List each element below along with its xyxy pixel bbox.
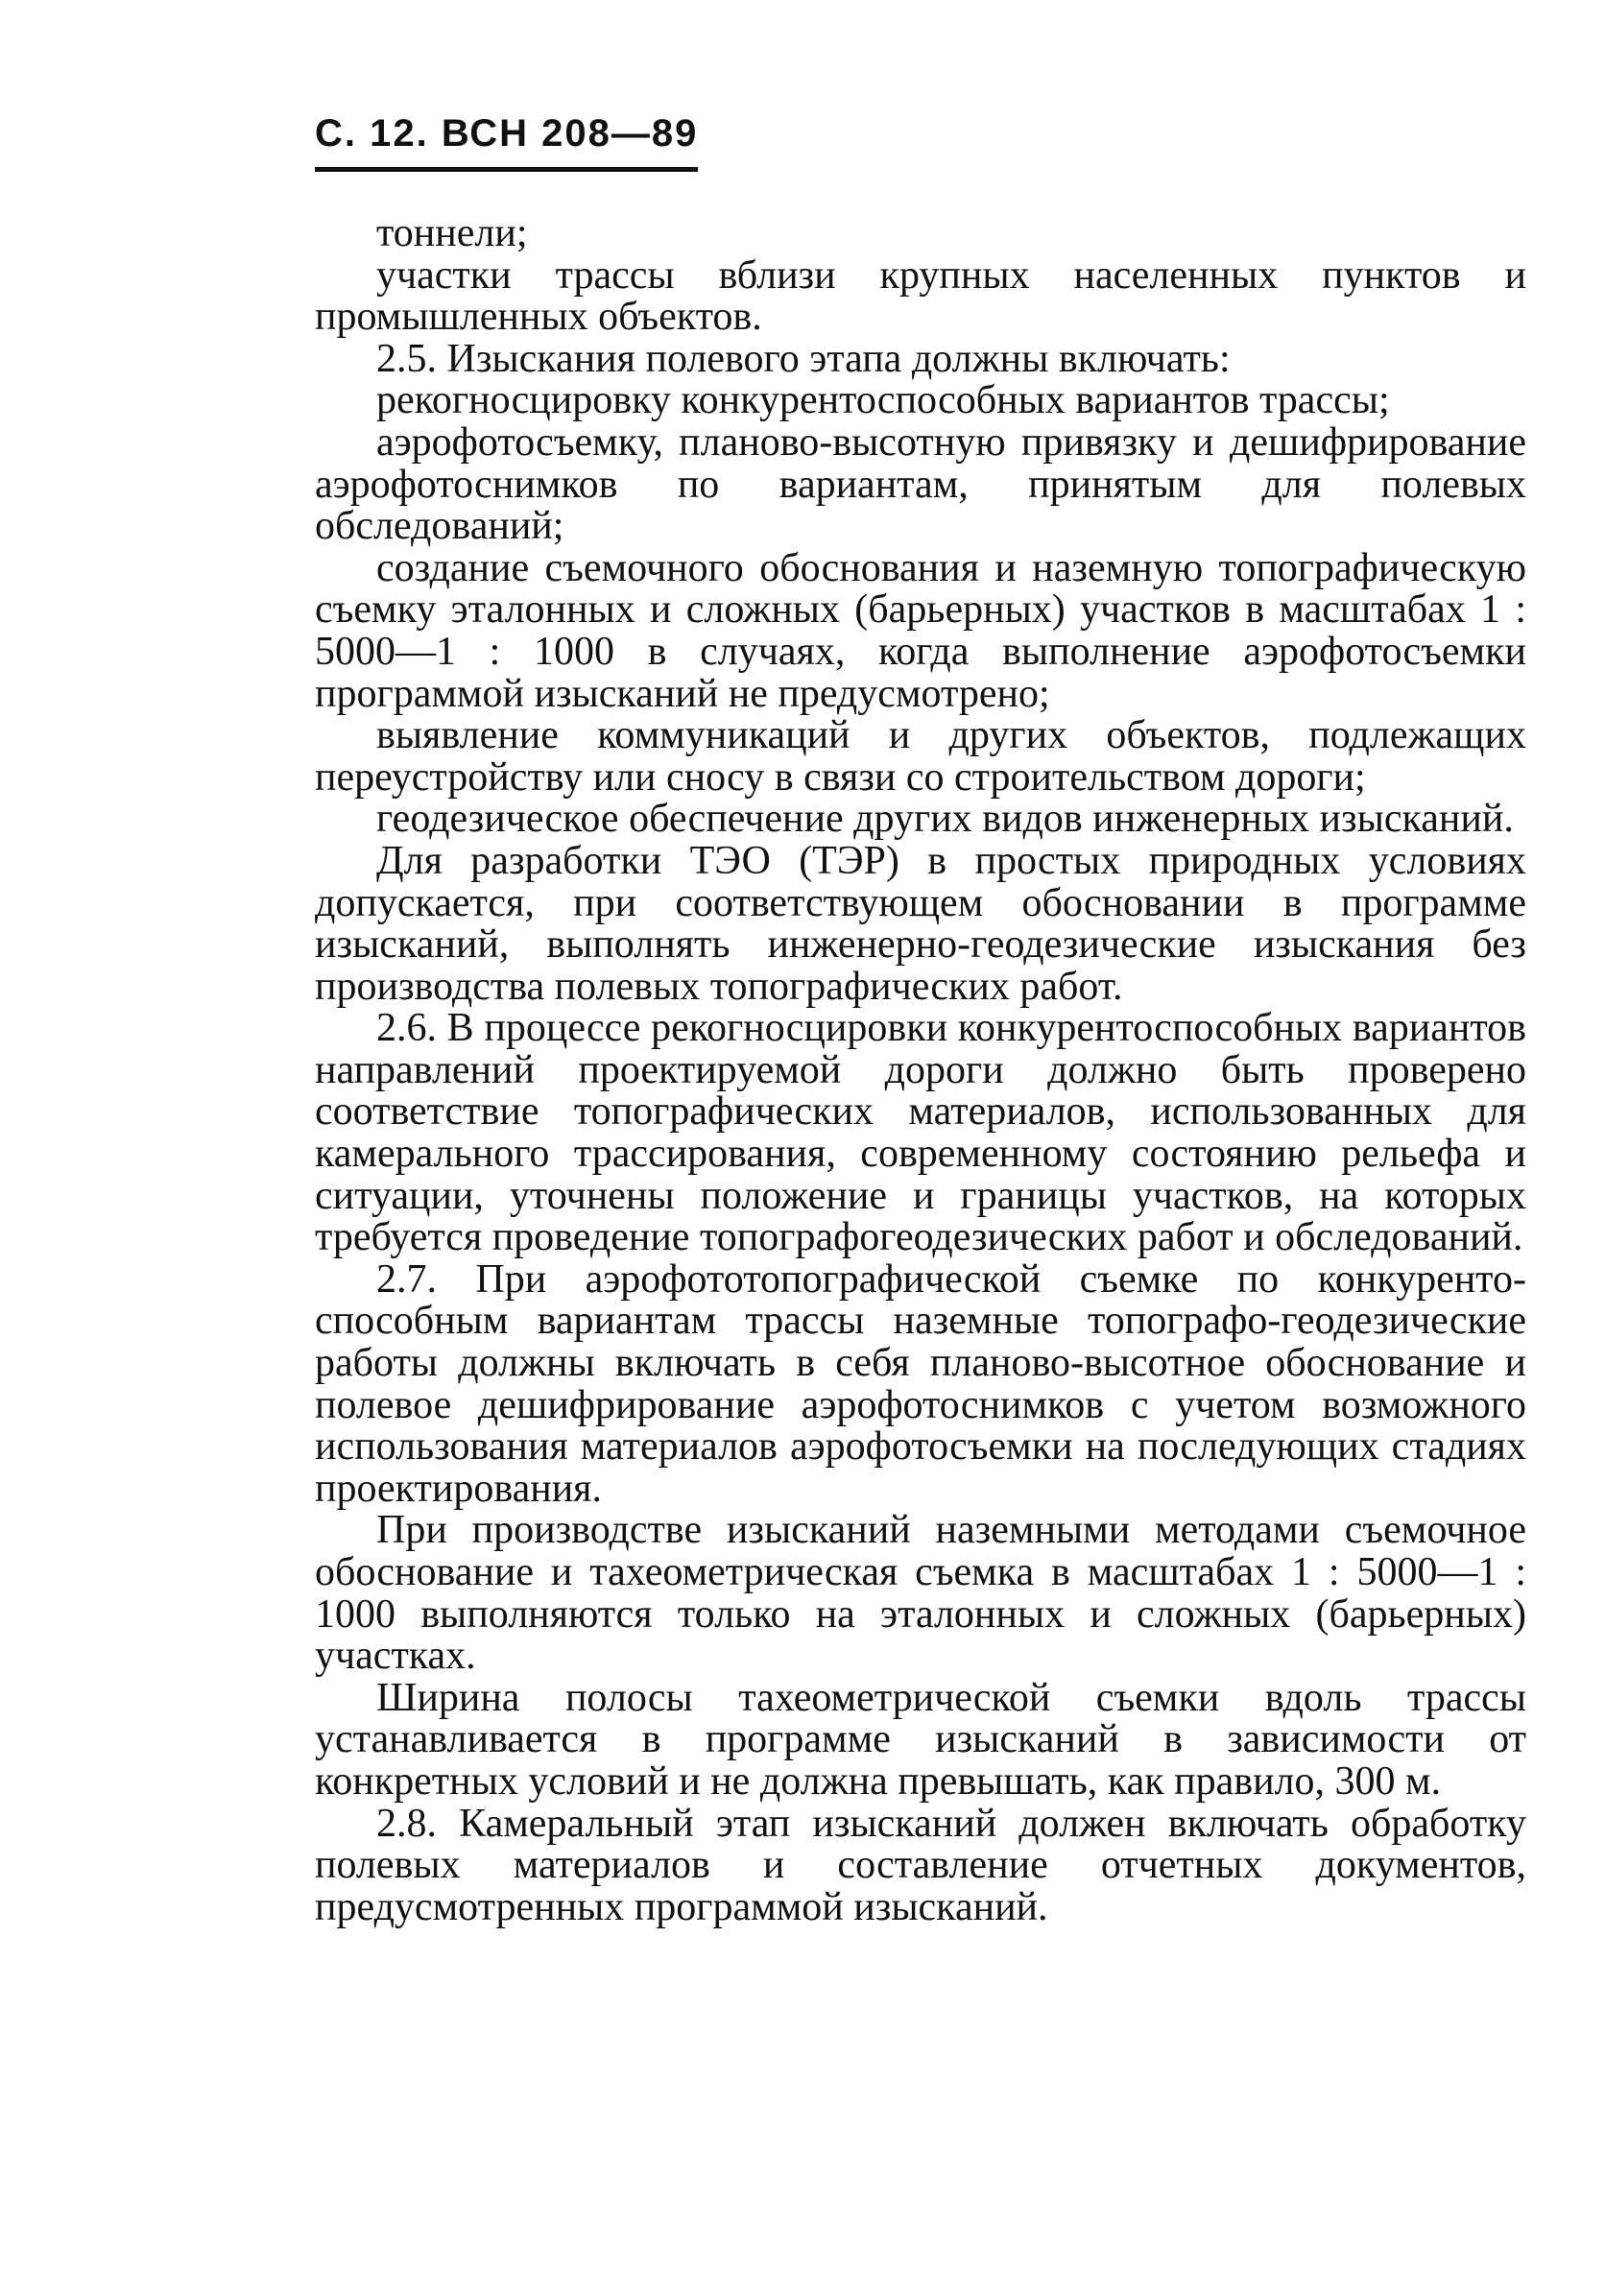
- paragraph-tunnels: тоннели;: [376, 211, 528, 255]
- paragraph-reconnaissance: рекогносцировку конкурентоспособных вариантов трассы;: [376, 378, 1390, 423]
- paragraph-2-5: 2.5. Изыскания полевого этапа должны включать:: [376, 336, 1231, 381]
- paragraph-aerial-survey: аэрофотосъемку, планово-высотную привязку и дешифрирование аэрофотоснимков по вариантам, принятым для полевых обследований;: [315, 419, 1526, 549]
- paragraph-teo: Для разработки ТЭО (ТЭР) в простых природных условиях допускается, при соответствующем обосновании в программе изысканий, выполнять инженерно-геодезические изыскания без производства полевых топографических работ.: [315, 838, 1526, 1009]
- paragraph-2-8: 2.8. Камеральный этап изысканий должен включать обработку полевых материалов и составление отчетных документов, предусмотренных программой изысканий.: [315, 1801, 1526, 1929]
- paragraph-geodetic-support: геодезическое обеспечение других видов инженерных изысканий.: [376, 797, 1514, 842]
- paragraph-2-6: 2.6. В процессе рекогносцировки конкурентоспособных вариантов направлений проектируемой дороги должно быть проверено соответствие топографических материалов, использованных для камерального трассирования, современному состоянию рельефа и ситуации, уточнены положение и границы участков, на которых требуется проведение топографогеодезических работ и обследований.: [315, 1006, 1526, 1260]
- paragraph-communications: выявление коммуникаций и других объектов, подлежащих переустройству или сносу в связи со строительством дороги;: [315, 713, 1526, 800]
- paragraph-2-7: 2.7. При аэрофототопографической съемке по конкурентоспособным вариантам трассы наземные топографо-геодезические работы должны включать в себя планово-высотное обоснование и полевое дешифрирование аэрофотоснимков с учетом возможного использования материалов аэрофотосъемки на последующих стадиях проектирования.: [315, 1256, 1526, 1511]
- paragraph-strip-width: Ширина полосы тахеометрической съемки вдоль трассы устанавливается в программе изысканий в зависимости от конкретных условий и не должна превышать, как правило, 300 м.: [315, 1675, 1526, 1804]
- body-text: [315, 213, 1526, 1928]
- paragraph-settlements: участки трассы вблизи крупных населенных пунктов и промышленных объектов.: [315, 252, 1526, 340]
- running-head: С. 12. ВСН 208—89: [315, 108, 698, 172]
- paragraph-survey-basis: создание съемочного обоснования и наземную топографическую съемку эталонных и сложных (барьерных) участков в масштабах 1 : 5000—1 : 1000 в случаях, когда выполнение аэрофотосъемки программой изысканий не предусмотрено;: [315, 545, 1526, 716]
- paragraph-ground-methods: При производстве изысканий наземными методами съемочное обоснование и тахеометрическая съемка в масштабах 1 : 5000—1 : 1000 выполняются только на эталонных и сложных (барьерных) участках.: [315, 1508, 1526, 1679]
